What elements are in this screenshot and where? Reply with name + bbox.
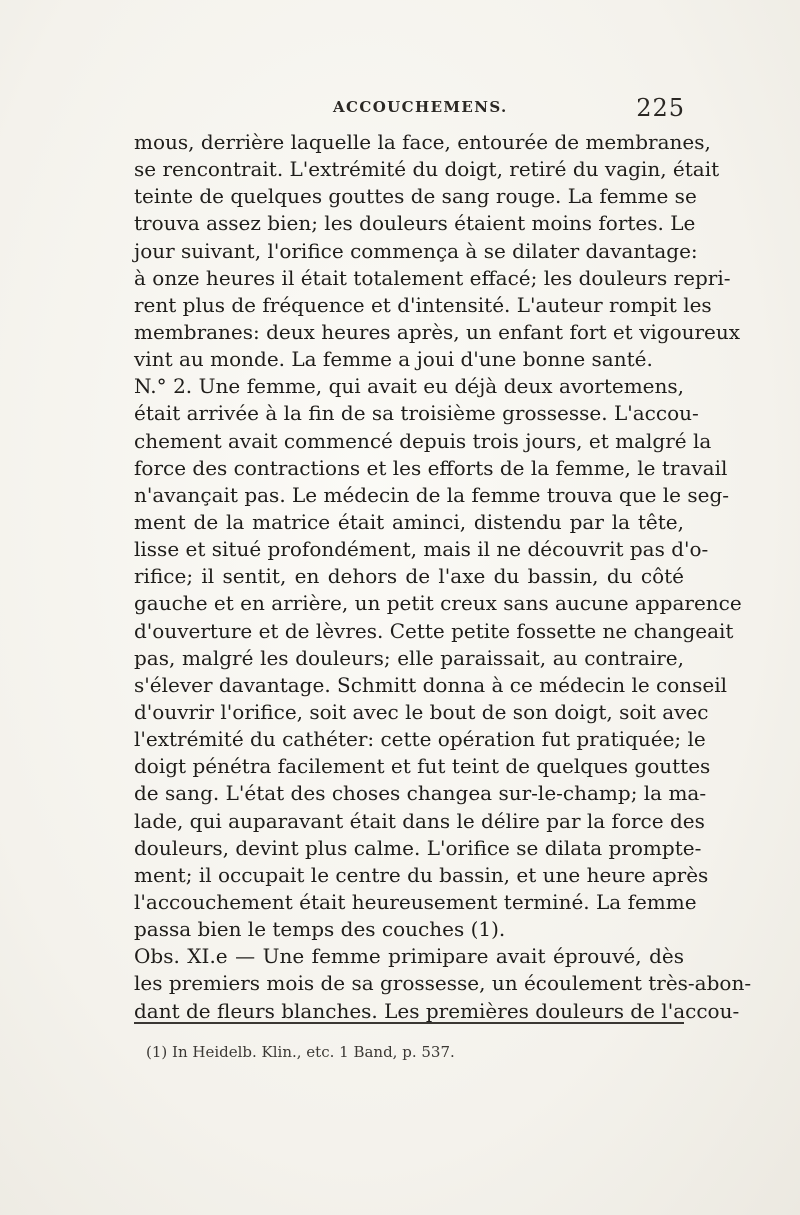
text-line-18: gauche et en arrière, un petit creux sans aucune apparence [134, 591, 742, 616]
text-line-8: membranes: deux heures après, un enfant fort et vigoureux [134, 319, 741, 344]
text-line-2: se rencontrait. L'extrémité du doigt, retiré du vagin, était [134, 157, 720, 182]
text-line-11: était arrivée à la fin de sa troisième grossesse. L'accou- [134, 401, 699, 426]
text-line-17: rifice; il sentit, en dehors de l'axe du bassin, du côté [134, 564, 684, 589]
text-line-19: d'ouverture et de lèvres. Cette petite fossette ne changeait [134, 618, 734, 643]
text-line-14: n'avançait pas. Le médecin de la femme trouva que le seg- [134, 482, 730, 507]
text-line-31: Obs. XI.e — Une femme primipare avait éprouvé, dès [134, 944, 684, 969]
body-text [134, 129, 752, 1025]
text-line-27: douleurs, devint plus calme. L'orifice se dilata prompte- [134, 835, 702, 860]
text-line-24: doigt pénétra facilement et fut teint de quelques gouttes [134, 754, 711, 779]
text-line-23: l'extrémité du cathéter: cette opération fut pratiquée; le [134, 727, 706, 752]
page-number: 225 [636, 94, 685, 122]
text-line-10: N.° 2. Une femme, qui avait eu déjà deux avortemens, [134, 374, 684, 399]
text-line-32: les premiers mois de sa grossesse, un écoulement très-abon- [134, 971, 752, 996]
text-line-16: lisse et situé profondément, mais il ne découvrit pas d'o- [134, 537, 709, 562]
text-line-1: mous, derrière laquelle la face, entourée de membranes, [134, 130, 711, 154]
text-line-6: à onze heures il était totalement effacé; les douleurs repri- [134, 265, 731, 290]
page-header [133, 96, 685, 132]
text-line-15: ment de la matrice était aminci, distendu par la tête, [134, 509, 684, 534]
text-line-26: lade, qui auparavant était dans le délire par la force des [134, 808, 705, 833]
text-line-4: trouva assez bien; les douleurs étaient moins fortes. Le [134, 211, 696, 236]
text-line-5: jour suivant, l'orifice commença à se dilater davantage: [134, 238, 698, 263]
text-line-21: s'élever davantage. Schmitt donna à ce médecin le conseil [134, 672, 728, 697]
text-line-22: d'ouvrir l'orifice, soit avec le bout de son doigt, soit avec [134, 699, 709, 724]
text-line-28: ment; il occupait le centre du bassin, et une heure après [134, 862, 709, 887]
text-line-25: de sang. L'état des choses changea sur-le-champ; la ma- [134, 781, 707, 806]
text-line-9: vint au monde. La femme a joui d'une bonne santé. [134, 347, 653, 372]
running-title: ACCOUCHEMENS. [333, 98, 508, 116]
text-line-12: chement avait commencé depuis trois jours, et malgré la [134, 428, 712, 453]
text-line-33: dant de fleurs blanches. Les premières douleurs de l'accou- [134, 998, 740, 1023]
text-line-3: teinte de quelques gouttes de sang rouge. La femme se [134, 184, 697, 209]
footnote: (1) In Heidelb. Klin., etc. 1 Band, p. 537. [146, 1043, 455, 1061]
footnote-rule [134, 1022, 684, 1024]
text-line-29: l'accouchement était heureusement terminé. La femme [134, 889, 697, 914]
text-line-13: force des contractions et les efforts de la femme, le travail [134, 455, 728, 480]
text-line-30: passa bien le temps des couches (1). [134, 917, 506, 942]
text-line-7: rent plus de fréquence et d'intensité. L'auteur rompit les [134, 292, 712, 317]
text-line-20: pas, malgré les douleurs; elle paraissait, au contraire, [134, 645, 684, 670]
